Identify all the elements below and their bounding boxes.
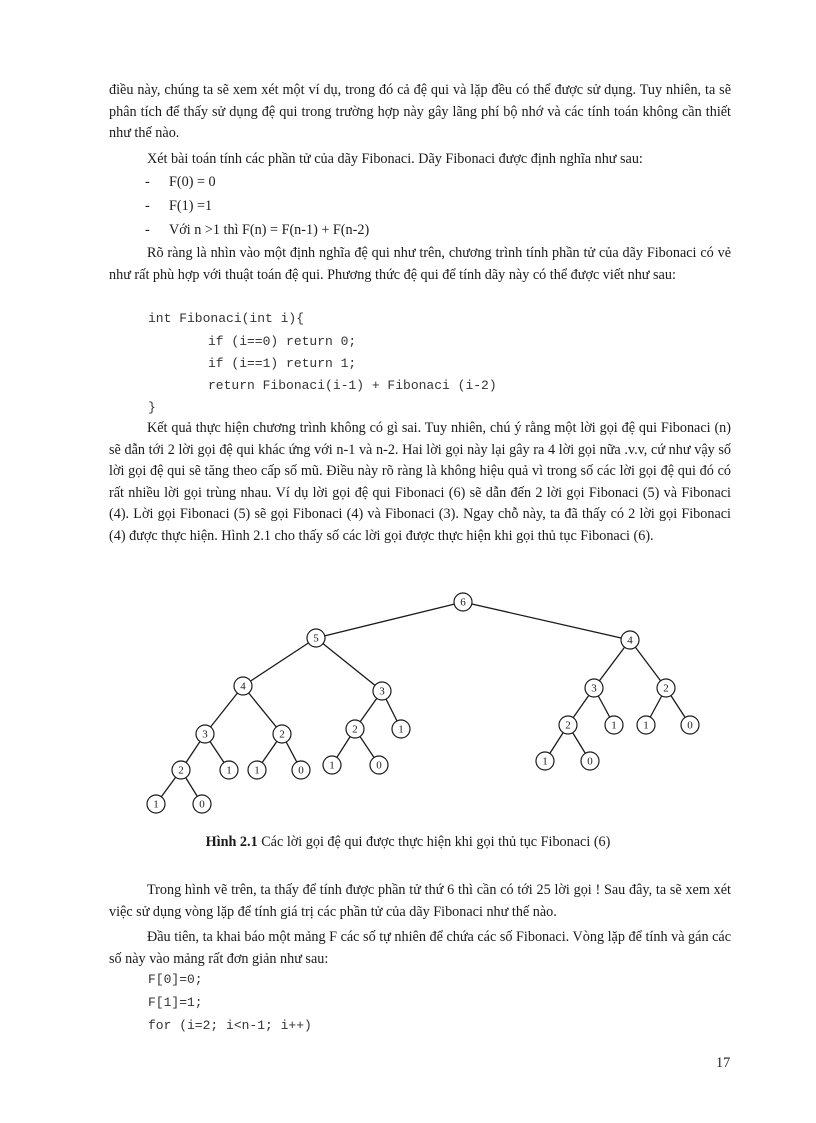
tree-node-label: 1	[542, 755, 548, 768]
tree-node	[273, 725, 291, 743]
tree-node	[657, 679, 675, 697]
tree-node	[172, 761, 190, 779]
paragraph-5: Trong hình vẽ trên, ta thấy để tính được phần tử thứ 6 thì cần có tới 25 lời gọi ! Sau đây, ta sẽ xem xét việc sử dụng vòng lặp để tính giá trị các phần tử của dãy Fibonaci như thế nào.	[109, 882, 731, 920]
tree-node	[193, 795, 211, 813]
tree-node-label: 1	[153, 798, 159, 811]
tree-node	[536, 752, 554, 770]
paragraph-1: điều này, chúng ta sẽ xem xét một ví dụ, trong đó cả đệ qui và lặp đều có thể được sử dụng. Tuy nhiên, ta sẽ phân tích để thấy sử dụng đệ qui trong trường hợp này gây lãng phí bộ nhớ và các tính toán không cần thiết như thế nào.	[109, 82, 731, 141]
tree-node	[637, 716, 655, 734]
paragraph-4-wrap	[109, 418, 731, 547]
paragraph-3: Rõ ràng là nhìn vào một định nghĩa đệ qui như trên, chương trình tính phần tử của dãy Fibonaci có vẻ như rất phù hợp với thuật toán đệ qui. Phương thức đệ qui để tính dãy này có thể được viết như sau:	[109, 245, 731, 283]
tree-node	[147, 795, 165, 813]
paragraph-6: Đầu tiên, ta khai báo một mảng F các số tự nhiên để chứa các số Fibonaci. Vòng lặp để tính và gán các số này vào mảng rất đơn giản như sau:	[109, 929, 731, 967]
bullet-item: - F(0) = 0	[145, 174, 216, 190]
code-line: if (i==1) return 1;	[208, 356, 357, 371]
tree-node-label: 2	[178, 764, 184, 777]
tree-node	[373, 682, 391, 700]
tree-node	[559, 716, 577, 734]
tree-node-label: 2	[279, 728, 285, 741]
tree-node-label: 2	[352, 723, 358, 736]
code-line: F[0]=0;	[148, 972, 203, 987]
tree-edge	[463, 602, 630, 640]
tree-edge	[316, 602, 463, 638]
code-line: if (i==0) return 0;	[208, 334, 357, 349]
tree-node	[454, 593, 472, 611]
tree-node	[196, 725, 214, 743]
fibonacci-call-tree	[0, 590, 816, 830]
paragraph-2: Xét bài toán tính các phần tử của dãy Fibonaci. Dãy Fibonaci được định nghĩa như sau:	[147, 150, 643, 167]
tree-node	[392, 720, 410, 738]
tree-node	[307, 629, 325, 647]
tree-node	[346, 720, 364, 738]
tree-node-label: 1	[254, 764, 260, 777]
bullet-item: - Với n >1 thì F(n) = F(n-1) + F(n-2)	[145, 222, 370, 238]
tree-node	[370, 756, 388, 774]
page-number: 17	[716, 1055, 731, 1071]
tree-node-label: 5	[313, 632, 319, 645]
tree-node-label: 1	[226, 764, 232, 777]
tree-node	[585, 679, 603, 697]
tree-node-label: 3	[202, 728, 208, 741]
paragraph-intro	[109, 80, 731, 170]
code-line: for (i=2; i<n-1; i++)	[148, 1018, 312, 1033]
tree-node-label: 0	[376, 759, 382, 772]
tree-node	[681, 716, 699, 734]
code-line: }	[148, 400, 156, 415]
tree-node	[234, 677, 252, 695]
tree-node-label: 3	[591, 682, 597, 695]
tree-node-label: 0	[298, 764, 304, 777]
tree-node-label: 6	[460, 596, 466, 609]
tree-node	[605, 716, 623, 734]
tree-node	[581, 752, 599, 770]
bullet-item: - F(1) =1	[145, 198, 213, 214]
tree-edge	[243, 638, 316, 686]
tree-node-label: 0	[199, 798, 205, 811]
tree-node	[621, 631, 639, 649]
paragraph-5-wrap	[109, 880, 731, 970]
tree-node-label: 2	[565, 719, 571, 732]
tree-node-label: 2	[663, 682, 669, 695]
code-line: return Fibonaci(i-1) + Fibonaci (i-2)	[208, 378, 497, 393]
tree-edge	[316, 638, 382, 691]
tree-node	[220, 761, 238, 779]
tree-node-label: 0	[587, 755, 593, 768]
tree-node-label: 4	[240, 680, 246, 693]
tree-node	[292, 761, 310, 779]
code-line: int Fibonaci(int i){	[148, 311, 305, 326]
tree-node-label: 3	[379, 685, 385, 698]
tree-node-label: 1	[398, 723, 404, 736]
tree-node	[248, 761, 266, 779]
tree-node-label: 0	[687, 719, 693, 732]
tree-node	[323, 756, 341, 774]
paragraph-3-wrap	[109, 243, 731, 286]
paragraph-4: Kết quả thực hiện chương trình không có gì sai. Tuy nhiên, chú ý rằng một lời gọi đệ qui Fibonaci (n) sẽ dẫn tới 2 lời gọi đệ qui khác ứng với n-1 và n-2. Hai lời gọi này lại gây ra 4 lời gọi nữa .v.v, cứ như vậy số lời gọi đệ qui sẽ tăng theo cấp số mũ. Điều này rõ ràng là không hiệu quả vì trong số các lời gọi đệ qui đó có rất nhiều lời gọi trùng nhau. Ví dụ lời gọi đệ qui Fibonaci (6) sẽ dẫn đến 2 lời gọi Fibonaci (5) và Fibonaci (4). Lời gọi Fibonaci (5) sẽ gọi Fibonaci (4) và Fibonaci (3). Ngay chỗ này, ta đã thấy có 2 lời gọi Fibonaci (4) được thực hiện. Hình 2.1 cho thấy số các lời gọi được thực hiện khi gọi thủ tục Fibonaci (6).	[109, 420, 731, 544]
tree-node-label: 1	[329, 759, 335, 772]
tree-node-label: 1	[643, 719, 649, 732]
tree-node-label: 1	[611, 719, 617, 732]
figure-caption: Hình 2.1 Các lời gọi đệ qui được thực hiện khi gọi thủ tục Fibonaci (6)	[205, 834, 611, 850]
tree-node-label: 4	[627, 634, 633, 647]
code-line: F[1]=1;	[148, 995, 203, 1010]
